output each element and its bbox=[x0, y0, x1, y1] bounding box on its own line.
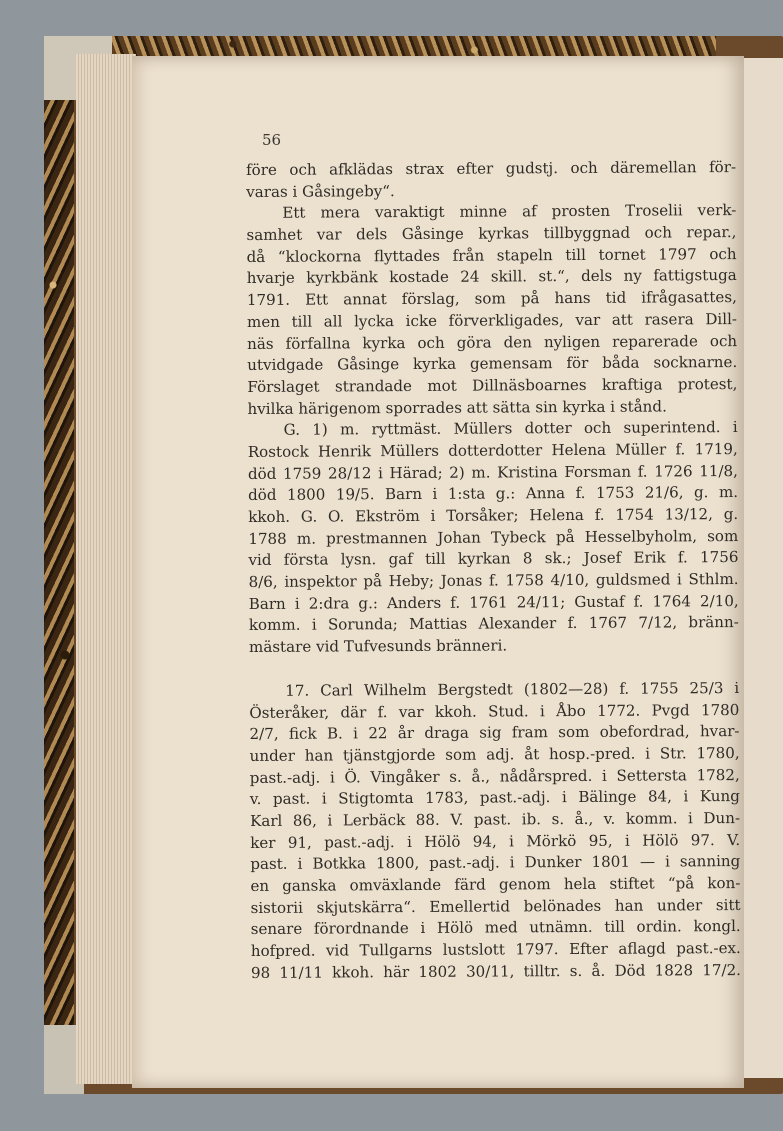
text-line: 1791. Ett annat förslag, som på hans tid ifrågasattes, bbox=[246, 288, 737, 310]
marbled-cover-left bbox=[44, 100, 74, 1025]
text-line: Karl 86, i Lerbäck 88. V. past. ib. s. å., v. komm. i Dun- bbox=[249, 808, 741, 830]
text-line: Ett mera varaktigt minne af prosten Troselii verk- bbox=[282, 201, 737, 223]
text-line: Rostock Henrik Müllers dotterdotter Helena Müller f. 1719, bbox=[247, 439, 738, 461]
text-line: vid första lysn. gaf till kyrkan 8 sk.; Josef Erik f. 1756 bbox=[248, 548, 739, 570]
text-line: v. past. i Stigtomta 1783, past.-adj. i Bälinge 84, i Kung bbox=[249, 787, 740, 809]
text-line: hvarje kyrkbänk kostade 24 skill. st.“, dels ny fattigstuga bbox=[246, 266, 737, 288]
text-line: näs förfallna kyrka och göra den nyligen reparerade och bbox=[247, 331, 738, 353]
text-line: före och afklädas strax efter gudstj. och däremellan för- bbox=[246, 158, 737, 179]
paragraph-gap bbox=[249, 656, 739, 681]
text-line: död 1800 19/5. Barn i 1:sta g.: Anna f. 1753 21/6, g. m. bbox=[247, 483, 739, 505]
text-line: död 1759 28/12 i Härad; 2) m. Kristina Forsman f. 1726 11/8, bbox=[247, 461, 738, 483]
facing-page-edge bbox=[740, 58, 783, 1078]
text-line: under han tjänstgjorde som adj. åt hosp.-pred. i Str. 1780, bbox=[249, 743, 740, 765]
text-line: men till all lycka icke förverkligades, var att rasera Dill- bbox=[246, 309, 738, 331]
text-line: varas i Gåsingeby“. bbox=[246, 181, 395, 201]
page-number: 56 bbox=[262, 131, 282, 149]
text-line: komm. i Sorunda; Mattias Alexander f. 1767 7/12, bränn- bbox=[248, 613, 739, 635]
text-line: samhet var dels Gåsinge kyrkas tillbyggnad och repar., bbox=[246, 223, 737, 245]
text-line: 2/7, fick B. i 22 år draga sig fram som obefordrad, hvar- bbox=[249, 722, 740, 744]
text-line: past.-adj. i Ö. Vingåker s. å., nådårspred. i Settersta 1782, bbox=[249, 765, 740, 787]
text-line: sistorii skjutskärra“. Emellertid belönades han under sitt bbox=[250, 895, 741, 917]
marbled-cover-top bbox=[112, 36, 716, 56]
text-line: utvidgade Gåsinge kyrka gemensam för båda socknarne. bbox=[247, 353, 738, 375]
text-line: Barn i 2:dra g.: Anders f. 1761 24/11; Gustaf f. 1764 2/10, bbox=[248, 591, 739, 613]
text-line: hvilka härigenom sporrades att sätta sin kyrka i stånd. bbox=[247, 396, 667, 418]
text-line: mästare vid Tufvesunds bränneri. bbox=[248, 636, 508, 657]
text-line: 1788 m. prestmannen Johan Tybeck på Hesselbyholm, som bbox=[248, 526, 739, 548]
text-line: Förslaget strandade mot Dillnäsboarnes kraftiga protest, bbox=[247, 374, 738, 396]
text-line: 8/6, inspektor på Heby; Jonas f. 1758 4/10, guldsmed i Sthlm. bbox=[248, 570, 739, 592]
text-line: kkoh. G. O. Ekström i Torsåker; Helena f. 1754 13/12, g. bbox=[248, 505, 739, 526]
text-line: ker 91, past.-adj. i Hölö 94, i Mörkö 95, i Hölö 97. V. bbox=[250, 830, 741, 852]
page-text bbox=[246, 157, 741, 984]
text-line: G. 1) m. ryttmäst. Müllers dotter och superintend. i bbox=[283, 418, 738, 440]
text-line: då “klockorna flyttades från stapeln till tornet 1797 och bbox=[246, 244, 737, 266]
text-line: 98 11/11 kkoh. här 1802 30/11, tilltr. s. å. Död 1828 17/2. bbox=[250, 960, 742, 982]
text-line: en ganska omväxlande färd genom hela stiftet “på kon- bbox=[250, 873, 741, 895]
text-line: Österåker, där f. var kkoh. Stud. i Åbo 1772. Pvgd 1780 bbox=[249, 700, 740, 722]
text-line: hofpred. vid Tullgarns lustslott 1797. Efter aflagd past.-ex. bbox=[250, 939, 741, 961]
text-line: senare förordnande i Hölö med utnämn. till ordin. kongl. bbox=[250, 917, 741, 939]
page-edges bbox=[76, 54, 136, 1084]
entry-heading-line: 17. Carl Wilhelm Bergstedt (1802—28) f. 1755 25/3 i bbox=[285, 678, 740, 700]
text-line: past. i Botkka 1800, past.-adj. i Dunker 1801 — i sanning bbox=[250, 852, 741, 874]
